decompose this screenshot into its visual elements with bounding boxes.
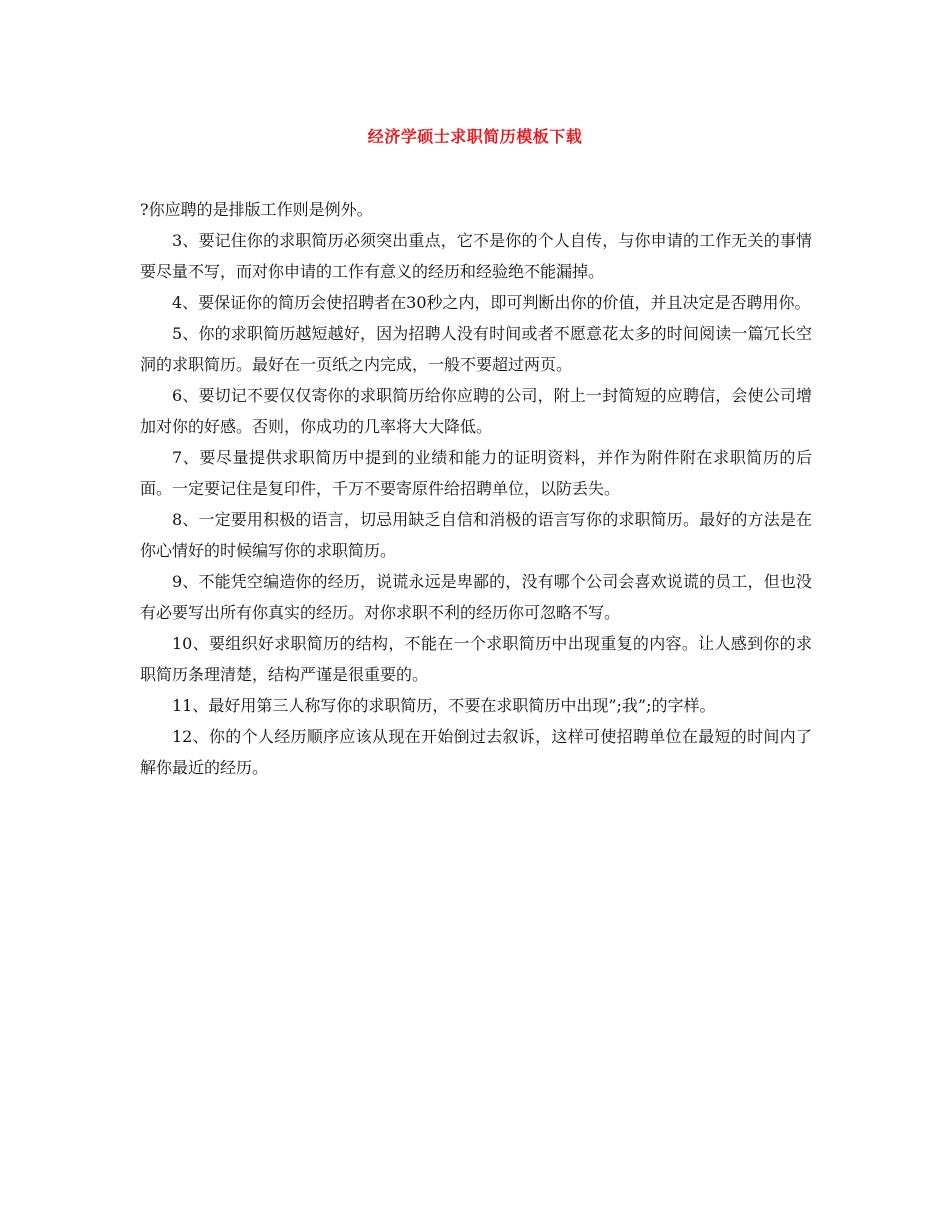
document-title: 经济学硕士求职简历模板下载: [367, 127, 583, 146]
paragraph-continuation: ?你应聘的是排版工作则是例外。: [140, 200, 373, 219]
paragraph-item-7: 7、要尽量提供求职简历中提到的业绩和能力的证明资料，并作为附件附在求职简历的后面。一定要记住是复印件，千万不要寄原件给招聘单位，以防丢失。: [140, 448, 812, 498]
paragraph-item-3: 3、要记住你的求职简历必须突出重点，它不是你的个人自传，与你申请的工作无关的事情要尽量不写，而对你申请的工作有意义的经历和经验绝不能漏掉。: [140, 231, 812, 281]
paragraph-item-12: 12、你的个人经历顺序应该从现在开始倒过去叙诉，这样可使招聘单位在最短的时间内了解你最近的经历。: [140, 727, 812, 777]
paragraph-item-8: 8、一定要用积极的语言，切忌用缺乏自信和消极的语言写你的求职简历。最好的方法是在你心情好的时候编写你的求职简历。: [140, 510, 812, 560]
paragraph-item-10: 10、要组织好求职简历的结构，不能在一个求职简历中出现重复的内容。让人感到你的求职简历条理清楚，结构严谨是很重要的。: [140, 634, 812, 684]
paragraph-item-5: 5、你的求职简历越短越好，因为招聘人没有时间或者不愿意花太多的时间阅读一篇冗长空洞的求职简历。最好在一页纸之内完成，一般不要超过两页。: [140, 324, 812, 374]
paragraph-item-11: 11、最好用第三人称写你的求职简历，不要在求职简历中出现”;我”;的字样。: [172, 696, 716, 715]
document-body: [140, 194, 812, 783]
paragraph-item-6: 6、要切记不要仅仅寄你的求职简历给你应聘的公司，附上一封简短的应聘信，会使公司增加对你的好感。否则，你成功的几率将大大降低。: [140, 386, 812, 436]
paragraph-item-9: 9、不能凭空编造你的经历，说谎永远是卑鄙的，没有哪个公司会喜欢说谎的员工，但也没有必要写出所有你真实的经历。对你求职不利的经历你可忽略不写。: [140, 572, 812, 622]
paragraph-item-4: 4、要保证你的简历会使招聘者在30秒之内，即可判断出你的价值，并且决定是否聘用你。: [172, 293, 811, 312]
